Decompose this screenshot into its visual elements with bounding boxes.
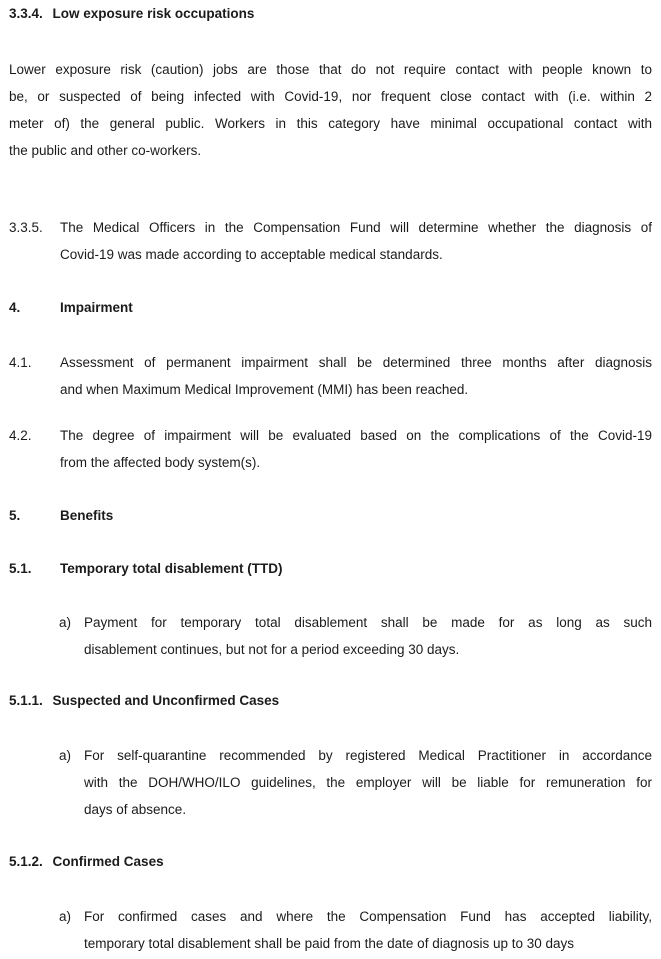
paragraph-line: meter of) the general public. Workers in this category have minimal occupational contact with xyxy=(9,116,652,131)
section-heading-5-1 xyxy=(9,561,609,576)
paragraph-line: The degree of impairment will be evaluated based on the complications of the Covid-19 xyxy=(60,428,652,443)
paragraph-line: For confirmed cases and where the Compensation Fund has accepted liability, xyxy=(84,909,652,924)
paragraph-line: disablement continues, but not for a period exceeding 30 days. xyxy=(84,642,460,657)
list-item-5-1-1-a xyxy=(59,742,652,823)
section-title: Confirmed Cases xyxy=(52,854,164,869)
paragraph-line: days of absence. xyxy=(84,802,187,817)
section-4-2 xyxy=(9,422,652,476)
section-title: Temporary total disablement (TTD) xyxy=(60,561,283,576)
paragraph-low-exposure xyxy=(9,56,652,164)
section-title: Benefits xyxy=(60,508,114,523)
section-number: 5.1.1. xyxy=(9,693,43,708)
paragraph-line: Lower exposure risk (caution) jobs are those that do not require contact with people known to xyxy=(9,62,652,77)
list-marker: a) xyxy=(59,909,72,924)
paragraph-line: Payment for temporary total disablement shall be made for as long as such xyxy=(84,615,652,630)
section-heading-3-3-4 xyxy=(9,6,569,21)
section-number: 3.3.4. xyxy=(9,6,43,21)
section-heading-5-1-1 xyxy=(9,693,609,708)
list-marker: a) xyxy=(59,748,72,763)
section-title: Suspected and Unconfirmed Cases xyxy=(52,693,280,708)
section-heading-5-1-2 xyxy=(9,854,609,869)
list-item-5-1-2-a xyxy=(59,903,652,957)
section-number: 5.1. xyxy=(9,561,32,576)
section-4-1 xyxy=(9,349,652,403)
paragraph-line: Assessment of permanent impairment shall be determined three months after diagnosis xyxy=(60,355,652,370)
section-number: 3.3.5. xyxy=(9,220,43,235)
section-number: 5.1.2. xyxy=(9,854,43,869)
list-marker: a) xyxy=(59,615,72,630)
paragraph-line: temporary total disablement shall be paid from the date of diagnosis up to 30 days xyxy=(84,936,575,951)
section-heading-5 xyxy=(9,508,609,523)
section-number: 4.1. xyxy=(9,355,32,370)
paragraph-line: The Medical Officers in the Compensation Fund will determine whether the diagnosis of xyxy=(60,220,652,235)
section-title: Impairment xyxy=(60,300,133,315)
section-number: 5. xyxy=(9,508,21,523)
paragraph-line: the public and other co-workers. xyxy=(9,143,202,158)
section-number: 4.2. xyxy=(9,428,32,443)
paragraph-line: For self-quarantine recommended by registered Medical Practitioner in accordance xyxy=(84,748,652,763)
paragraph-line: and when Maximum Medical Improvement (MMI) has been reached. xyxy=(60,382,469,397)
section-3-3-5 xyxy=(9,214,652,268)
section-number: 4. xyxy=(9,300,21,315)
list-item-5-1-a xyxy=(59,609,652,663)
paragraph-line: with the DOH/WHO/ILO guidelines, the employer will be liable for remuneration for xyxy=(84,775,652,790)
section-title: Low exposure risk occupations xyxy=(52,6,255,21)
paragraph-line: be, or suspected of being infected with Covid-19, nor frequent close contact with (i.e. within 2 xyxy=(9,89,652,104)
paragraph-line: Covid-19 was made according to acceptable medical standards. xyxy=(60,247,443,262)
paragraph-line: from the affected body system(s). xyxy=(60,455,261,470)
section-heading-4 xyxy=(9,300,609,315)
